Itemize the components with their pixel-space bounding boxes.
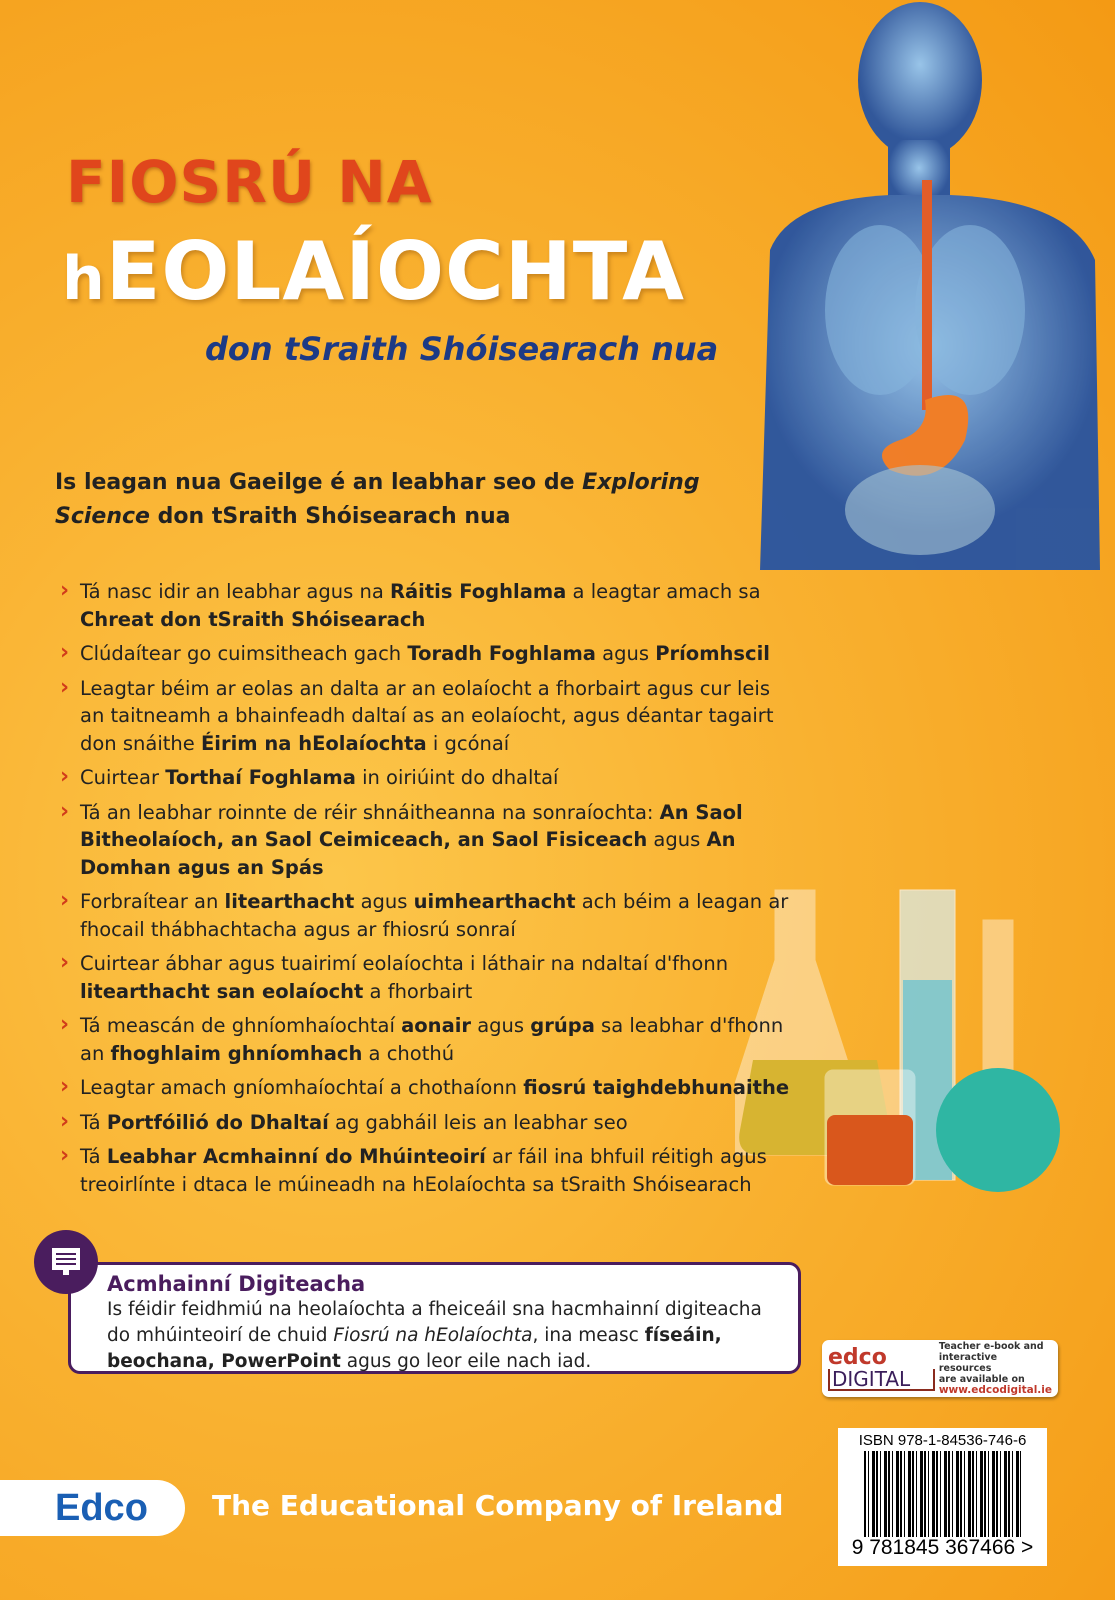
text: Tá meascán de ghníomhaíochtaí: [80, 1014, 402, 1037]
text: don tSraith Shóisearach nua: [149, 504, 511, 529]
feature-list-item: [60, 675, 800, 758]
bold-text: grúpa: [530, 1014, 595, 1037]
text: Clúdaítear go cuimsitheach gach: [80, 642, 408, 665]
text: ach béim a leagan ar fhocail thábhachtacha agus ar fhiosrú sonraí: [80, 890, 789, 941]
barcode-bars: [864, 1451, 1021, 1537]
text: Is leagan nua Gaeilge é an leabhar seo de: [55, 470, 583, 495]
feature-list-item: [60, 578, 800, 633]
title-line-2-main: EOLAÍOCHTA: [105, 225, 685, 318]
feature-list-item: [60, 1012, 800, 1067]
edco-digital-logo-top: edco: [828, 1344, 887, 1370]
feature-list-item: [60, 799, 800, 882]
text: , ina measc: [532, 1325, 645, 1346]
feature-list-item: [60, 888, 800, 943]
text: Leagtar amach gníomhaíochtaí a chothaíonn: [80, 1076, 524, 1099]
bold-text: fhoghlaim ghníomhach: [110, 1041, 363, 1065]
digital-resources-box: [68, 1262, 801, 1374]
italic-text: Fiosrú na hEolaíochta: [333, 1325, 533, 1346]
text: sa leabhar d'fhonn an: [80, 1014, 784, 1065]
text: Cuirtear: [80, 766, 166, 789]
bold-text: Éirim na hEolaíochta: [200, 731, 427, 755]
edco-digital-line-1: Teacher e-book and: [938, 1341, 1044, 1352]
bold-text: litearthacht san eolaíocht: [80, 979, 364, 1003]
digital-resources-text: [107, 1297, 784, 1375]
text: Leagtar béim ar eolas an dalta ar an eolaíocht a fhorbairt agus cur leis an taitneamh a bhainfeadh daltaí as an eolaíocht, agus déantar tagairt don snáithe: [80, 676, 774, 755]
isbn-barcode: [838, 1428, 1047, 1566]
feature-list: [60, 578, 800, 1205]
edco-digital-logo-bottom: DIGITAL: [828, 1369, 935, 1391]
edco-digital-logo: [828, 1344, 935, 1391]
edco-logo: Edco: [0, 1480, 185, 1536]
text: Tá an leabhar roinnte de réir shnáitheanna na sonraíochta:: [80, 800, 660, 824]
edco-digital-badge: [822, 1340, 1058, 1397]
bold-text: Chreat don tSraith Shóisearach: [80, 607, 426, 631]
bold-text: An Domhan agus an Spás: [80, 828, 736, 879]
text: Tá: [80, 1110, 107, 1134]
digital-resources-heading: Acmhainní Digiteacha: [107, 1272, 366, 1296]
bold-text: litearthacht: [224, 890, 355, 913]
text: a fhorbairt: [363, 979, 473, 1003]
publisher-name: The Educational Company of Ireland: [212, 1489, 784, 1522]
bold-text: Príomhscil: [655, 642, 770, 665]
bold-text: Toradh Foghlama: [407, 642, 596, 665]
text: a leagtar amach sa: [566, 580, 761, 603]
text: agus: [354, 890, 414, 913]
barcode-digits: 9 781845 367466 >: [851, 1536, 1034, 1559]
feature-list-item: [60, 640, 800, 668]
text: agus: [647, 828, 707, 851]
bold-text: aonair: [401, 1014, 472, 1037]
feature-list-item: [60, 950, 800, 1005]
text: agus go leor eile nach iad.: [340, 1351, 592, 1372]
isbn-label: ISBN 978-1-84536-746-6: [858, 1432, 1027, 1449]
edco-digital-url: www.edcodigital.ie: [938, 1384, 1052, 1396]
bold-text: Leabhar Acmhainní do Mhúinteoirí: [106, 1145, 486, 1168]
bold-text: uimhearthacht: [413, 890, 576, 913]
feature-list-item: [60, 764, 800, 792]
edco-digital-line-3: are available on: [938, 1374, 1025, 1385]
bold-text: Portfóilió do Dhaltaí: [106, 1110, 329, 1134]
text: Cuirtear ábhar agus tuairimí eolaíochta i láthair na ndaltaí d'fhonn: [80, 952, 729, 975]
title-line-2-prefix: h: [62, 244, 106, 314]
bold-text: físeáin, beochana, PowerPoint: [107, 1325, 722, 1372]
subtitle: don tSraith Shóisearach nua: [205, 330, 719, 368]
feature-list-item: [60, 1109, 800, 1137]
text: in oiriúint do dhaltaí: [355, 766, 559, 789]
bold-text: fiosrú taighdebhunaithe: [523, 1076, 790, 1099]
text: Tá nasc idir an leabhar agus na: [80, 580, 390, 603]
title-line-2: [62, 225, 685, 318]
intro-text: [55, 466, 735, 534]
human-anatomy-illustration: [750, 0, 1110, 570]
text: ag gabháil leis an leabhar seo: [328, 1110, 628, 1134]
text: i gcónaí: [426, 731, 510, 755]
text: Forbraítear an: [80, 890, 225, 913]
title-line-1: FIOSRÚ NA: [66, 148, 433, 216]
monitor-icon: [34, 1230, 98, 1294]
text: agus: [595, 642, 656, 665]
bold-text: An Saol Bitheolaíoch, an Saol Ceimiceach, an Saol Fisiceach: [80, 800, 743, 851]
edco-digital-line-2: interactive resources: [938, 1352, 998, 1374]
text: ar fáil ina bhfuil réitigh agus treoirlínte i dtaca le múineadh na hEolaíochta sa tSraith Shóisearach: [80, 1145, 767, 1196]
text: agus: [471, 1014, 531, 1037]
text: Is féidir feidhmiú na heolaíochta a fheiceáil sna hacmhainní digiteacha do mhúinteoirí de chuid: [107, 1299, 762, 1346]
text: Tá: [80, 1145, 107, 1168]
text: a chothú: [362, 1041, 455, 1065]
bold-text: Ráitis Foghlama: [389, 580, 567, 603]
italic-text: Exploring Science: [55, 470, 700, 529]
feature-list-item: [60, 1143, 800, 1198]
bold-text: Torthaí Foghlama: [165, 766, 356, 789]
feature-list-item: [60, 1074, 800, 1102]
